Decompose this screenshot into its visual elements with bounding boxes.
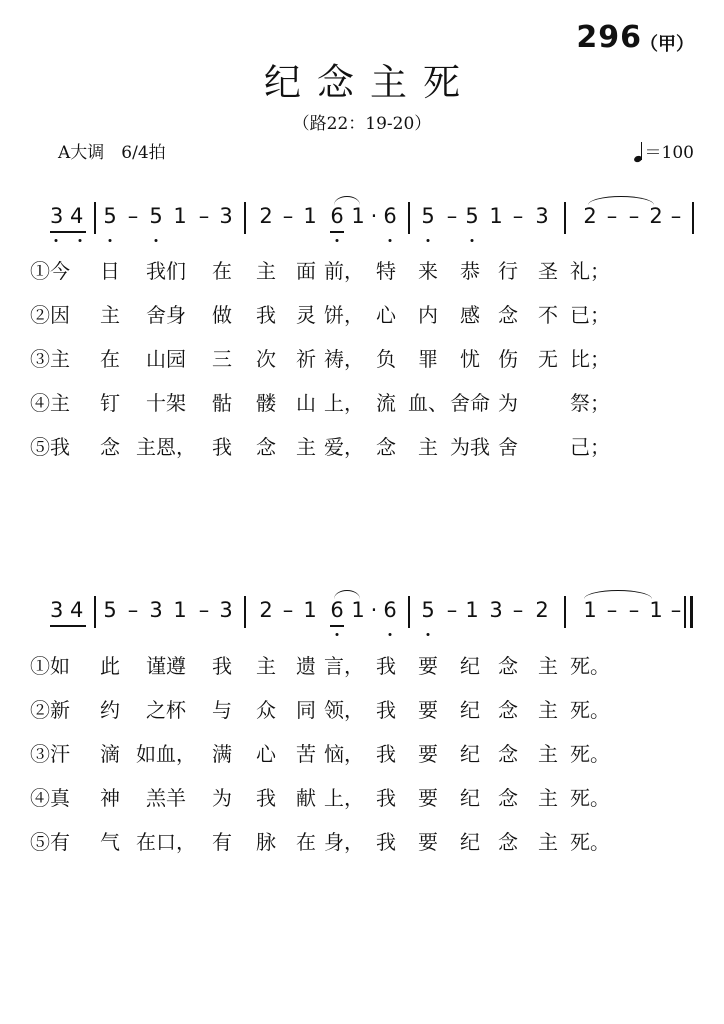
octave-dot	[336, 633, 339, 636]
lyric-syllable: 来	[418, 259, 438, 283]
lyric-syllable: 比；	[570, 347, 610, 371]
lyric-syllable: 纪	[460, 830, 480, 854]
lyric-line	[0, 782, 724, 812]
note: 1	[351, 598, 365, 622]
note: 1	[303, 598, 317, 622]
lyric-line	[0, 343, 724, 373]
note: 2	[649, 204, 663, 228]
note: ·	[370, 598, 378, 622]
time-sig-underline	[50, 231, 86, 233]
octave-dot	[427, 633, 430, 636]
lyric-syllable: 行	[498, 259, 518, 283]
lyric-syllable: ②因	[30, 303, 70, 327]
lyric-syllable: 要	[418, 654, 438, 678]
note: 5	[103, 204, 117, 228]
lyric-line	[0, 738, 724, 768]
lyric-syllable: 前，	[324, 259, 364, 283]
lyric-syllable: 要	[418, 830, 438, 854]
lyric-syllable: 念	[498, 654, 518, 678]
lyric-syllable: 饼，	[324, 303, 364, 327]
lyric-syllable: 心	[256, 742, 276, 766]
time-signature: 3 4	[50, 204, 84, 228]
lyric-syllable: 死。	[570, 698, 610, 722]
note: –	[628, 204, 640, 228]
lyric-syllable: 为我	[450, 435, 490, 459]
note: 6	[383, 204, 397, 228]
note: –	[127, 598, 139, 622]
note: 3	[219, 204, 233, 228]
note: 5	[149, 204, 163, 228]
note: 1	[303, 204, 317, 228]
lyric-syllable: 感	[460, 303, 480, 327]
lyric-line	[0, 431, 724, 461]
lyric-syllable: 舍	[498, 435, 518, 459]
lyric-syllable: ①如	[30, 654, 70, 678]
lyric-syllable: 血、	[408, 391, 448, 415]
lyric-syllable: 主	[538, 698, 558, 722]
note: ·	[370, 204, 378, 228]
lyric-syllable: 山园	[146, 347, 186, 371]
note: –	[446, 598, 458, 622]
lyric-syllable: 我	[256, 303, 276, 327]
note: –	[670, 598, 682, 622]
lyric-syllable: 之杯	[146, 698, 186, 722]
note: –	[670, 204, 682, 228]
lyric-syllable: 钉	[100, 391, 120, 415]
lyric-syllable: 十架	[146, 391, 186, 415]
lyric-syllable: ③汗	[30, 742, 70, 766]
lyric-syllable: 言，	[324, 654, 364, 678]
note: 1	[649, 598, 663, 622]
lyric-syllable: 在	[296, 830, 316, 854]
lyric-syllable: 已；	[570, 303, 610, 327]
octave-dot	[389, 633, 392, 636]
lyric-syllable: 山	[296, 391, 316, 415]
lyric-syllable: 日	[100, 259, 120, 283]
lyric-syllable: 纪	[460, 786, 480, 810]
lyric-syllable: 礼；	[570, 259, 610, 283]
lyric-syllable: 上，	[324, 391, 364, 415]
lyric-syllable: 主	[538, 786, 558, 810]
note: 1	[583, 598, 597, 622]
bar-line	[94, 202, 96, 234]
lyric-syllable: 伤	[498, 347, 518, 371]
lyric-syllable: 我	[212, 435, 232, 459]
note: 1	[173, 204, 187, 228]
lyric-syllable: 主	[100, 303, 120, 327]
lyric-syllable: 主	[256, 654, 276, 678]
lyric-syllable: 主	[418, 435, 438, 459]
octave-dot	[336, 239, 339, 242]
final-bar-line	[684, 596, 686, 628]
tempo-value: ＝100	[644, 143, 694, 163]
lyric-syllable: 为	[498, 391, 518, 415]
lyric-syllable: 祭；	[570, 391, 610, 415]
notation-line-2	[0, 592, 724, 642]
bar-line	[244, 202, 246, 234]
lyric-syllable: 此	[100, 654, 120, 678]
note: 2	[259, 598, 273, 622]
lyric-syllable: 纪	[460, 654, 480, 678]
lyric-syllable: 我	[376, 698, 396, 722]
lyric-syllable: 恼，	[324, 742, 364, 766]
lyric-syllable: 主	[538, 742, 558, 766]
note: 2	[583, 204, 597, 228]
lyric-syllable: 罪	[418, 347, 438, 371]
note: –	[628, 598, 640, 622]
lyric-syllable: 念	[376, 435, 396, 459]
lyric-syllable: 念	[498, 830, 518, 854]
note: 5	[465, 204, 479, 228]
lyric-syllable: 主恩，	[136, 435, 196, 459]
tempo-marking	[634, 138, 694, 163]
lyric-syllable: 在	[100, 347, 120, 371]
lyric-syllable: 身，	[324, 830, 364, 854]
lyric-syllable: 我	[376, 786, 396, 810]
lyric-syllable: 苦	[296, 742, 316, 766]
lyric-syllable: 我	[212, 654, 232, 678]
lyric-line	[0, 694, 724, 724]
lyric-syllable: 三	[212, 347, 232, 371]
lyric-syllable: 爱，	[324, 435, 364, 459]
lyric-syllable: 如血，	[136, 742, 196, 766]
time-sig-underline	[50, 625, 86, 627]
lyric-syllable: 我	[376, 742, 396, 766]
lyric-line	[0, 650, 724, 680]
note: 1	[489, 204, 503, 228]
octave-dot	[427, 239, 430, 242]
lyric-syllable: 面	[296, 259, 316, 283]
lyric-syllable: 主	[256, 259, 276, 283]
note: 6	[330, 204, 344, 228]
key-and-meter: A大调 6/4拍	[58, 143, 166, 163]
note: –	[198, 598, 210, 622]
note: 5	[421, 598, 435, 622]
lyric-syllable: 髅	[256, 391, 276, 415]
lyric-syllable: 死。	[570, 830, 610, 854]
note: 6	[330, 598, 344, 622]
lyric-syllable: 念	[100, 435, 120, 459]
lyric-syllable: ①今	[30, 259, 70, 283]
quarter-note-icon	[634, 142, 643, 162]
lyric-line	[0, 826, 724, 856]
note: 3	[149, 598, 163, 622]
octave-dot	[389, 239, 392, 242]
note: 3	[489, 598, 503, 622]
lyric-syllable: 舍身	[146, 303, 186, 327]
lyric-syllable: 我	[376, 654, 396, 678]
lyric-syllable: 无	[538, 347, 558, 371]
lyric-syllable: 要	[418, 786, 438, 810]
lyric-syllable: 舍命	[450, 391, 490, 415]
lyric-syllable: 祈	[296, 347, 316, 371]
lyric-syllable: 次	[256, 347, 276, 371]
lyric-syllable: 为	[212, 786, 232, 810]
lyric-syllable: 念	[498, 303, 518, 327]
lyric-syllable: 要	[418, 742, 438, 766]
note-underline	[330, 231, 344, 233]
note: 1	[173, 598, 187, 622]
bar-line	[692, 202, 694, 234]
hymn-suffix: （甲）	[640, 34, 694, 55]
lyric-line	[0, 255, 724, 285]
lyric-syllable: 念	[498, 786, 518, 810]
lyric-syllable: 圣	[538, 259, 558, 283]
note: –	[446, 204, 458, 228]
lyric-syllable: 约	[100, 698, 120, 722]
lyric-syllable: 特	[376, 259, 396, 283]
lyric-syllable: 恭	[460, 259, 480, 283]
note: 3	[219, 598, 233, 622]
bar-line	[408, 596, 410, 628]
lyric-syllable: ③主	[30, 347, 70, 371]
lyric-syllable: 我们	[146, 259, 186, 283]
lyric-syllable: 谨遵	[146, 654, 186, 678]
hymn-number: 296	[576, 20, 642, 55]
lyric-syllable: 负	[376, 347, 396, 371]
lyric-syllable: 主	[538, 830, 558, 854]
bar-line	[244, 596, 246, 628]
note: 5	[421, 204, 435, 228]
lyric-syllable: 念	[256, 435, 276, 459]
note: –	[606, 204, 618, 228]
lyric-syllable: 主	[296, 435, 316, 459]
note: 3	[535, 204, 549, 228]
time-sig-dot	[55, 239, 58, 242]
lyric-syllable: 纪	[460, 742, 480, 766]
lyric-syllable: 我	[256, 786, 276, 810]
lyric-syllable: ⑤我	[30, 435, 70, 459]
lyric-syllable: 气	[100, 830, 120, 854]
octave-dot	[109, 239, 112, 242]
lyric-syllable: 与	[212, 698, 232, 722]
octave-dot	[471, 239, 474, 242]
lyric-syllable: 要	[418, 698, 438, 722]
lyric-syllable: 有	[212, 830, 232, 854]
lyric-syllable: 满	[212, 742, 232, 766]
lyric-syllable: 脉	[256, 830, 276, 854]
note: 1	[465, 598, 479, 622]
lyric-syllable: ⑤有	[30, 830, 70, 854]
lyric-syllable: 祷，	[324, 347, 364, 371]
note: –	[282, 598, 294, 622]
lyric-syllable: 死。	[570, 742, 610, 766]
lyric-syllable: 流	[376, 391, 396, 415]
note: 2	[259, 204, 273, 228]
lyric-syllable: 内	[418, 303, 438, 327]
note: –	[282, 204, 294, 228]
octave-dot	[155, 239, 158, 242]
lyric-syllable: 死。	[570, 786, 610, 810]
bar-line	[564, 202, 566, 234]
lyric-syllable: 灵	[296, 303, 316, 327]
lyric-syllable: 上，	[324, 786, 364, 810]
bar-line	[564, 596, 566, 628]
note: 6	[383, 598, 397, 622]
time-signature: 3 4	[50, 598, 84, 622]
note: 2	[535, 598, 549, 622]
lyric-syllable: 心	[376, 303, 396, 327]
lyric-syllable: 献	[296, 786, 316, 810]
final-bar-line-thick	[690, 596, 693, 628]
note: 5	[103, 598, 117, 622]
lyric-syllable: 神	[100, 786, 120, 810]
lyric-syllable: 我	[376, 830, 396, 854]
lyric-syllable: 主	[538, 654, 558, 678]
lyric-syllable: 念	[498, 698, 518, 722]
note: –	[512, 204, 524, 228]
lyric-syllable: 领，	[324, 698, 364, 722]
lyric-syllable: 同	[296, 698, 316, 722]
lyric-syllable: ④真	[30, 786, 70, 810]
hymn-title: 纪念主死	[264, 61, 476, 104]
time-sig-dot	[79, 239, 82, 242]
lyric-syllable: 骷	[212, 391, 232, 415]
lyric-syllable: 滴	[100, 742, 120, 766]
lyric-syllable: 羔羊	[146, 786, 186, 810]
note: –	[606, 598, 618, 622]
bar-line	[94, 596, 96, 628]
lyric-syllable: 不	[538, 303, 558, 327]
notation-line-1	[0, 198, 724, 248]
bar-line	[408, 202, 410, 234]
lyric-syllable: 做	[212, 303, 232, 327]
lyric-syllable: 死。	[570, 654, 610, 678]
lyric-syllable: 众	[256, 698, 276, 722]
lyric-syllable: 在	[212, 259, 232, 283]
lyric-syllable: 遗	[296, 654, 316, 678]
lyric-syllable: 念	[498, 742, 518, 766]
note: –	[512, 598, 524, 622]
lyric-line	[0, 387, 724, 417]
lyric-syllable: 己；	[570, 435, 610, 459]
lyric-syllable: 纪	[460, 698, 480, 722]
note: 1	[351, 204, 365, 228]
note: –	[127, 204, 139, 228]
lyric-line	[0, 299, 724, 329]
note-underline	[330, 625, 344, 627]
lyric-syllable: ④主	[30, 391, 70, 415]
scripture-reference: （路22：19-20）	[292, 114, 432, 134]
lyric-syllable: 忧	[460, 347, 480, 371]
tie-mark	[588, 196, 654, 205]
lyric-syllable: ②新	[30, 698, 70, 722]
lyric-syllable: 在口，	[136, 830, 196, 854]
note: –	[198, 204, 210, 228]
